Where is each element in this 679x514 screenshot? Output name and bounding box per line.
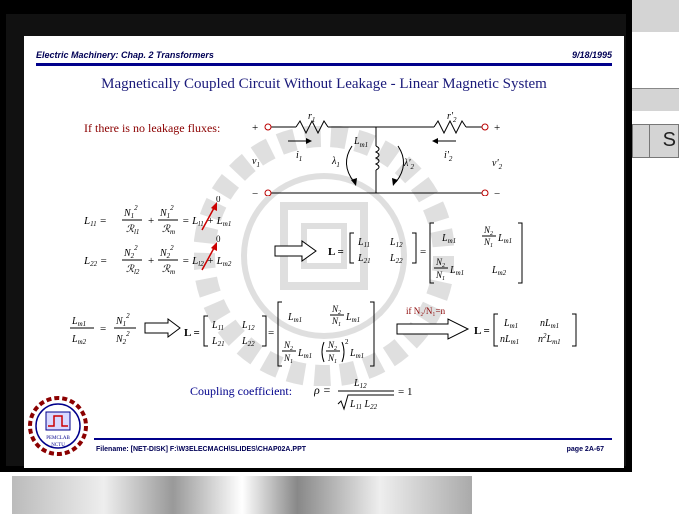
svg-text:L11 =: L11 = xyxy=(84,215,107,228)
date-header: 9/18/1995 xyxy=(571,50,612,60)
svg-text:= Ll1 + Lm1: = Ll1 + Lm1 xyxy=(182,215,232,228)
v2-label: $v'_2$ xyxy=(492,158,503,171)
background-tab-label: S xyxy=(662,129,676,151)
background-tab[interactable] xyxy=(632,124,679,158)
svg-text:Lm1: $L_{m1}$ xyxy=(450,265,465,277)
ratio-condition: if N₂/N₁=n xyxy=(406,306,446,316)
svg-text:Lm2: $L_{m2}$ xyxy=(72,334,87,346)
background-toolbar xyxy=(632,88,679,111)
svg-text:=: = xyxy=(268,327,275,339)
circuit-diagram xyxy=(244,106,514,196)
zero-label-top: 0 xyxy=(216,196,221,204)
slide-title: Magnetically Coupled Circuit Without Leakage - Linear Magnetic System xyxy=(101,76,547,92)
plus-left: + xyxy=(252,122,259,134)
header-rule xyxy=(36,63,612,66)
svg-text:nLm1: $nL_{m1}$ xyxy=(540,318,560,330)
svg-text:Lm1: $L_{m1}$ xyxy=(72,316,87,328)
mutual-ratio-equation xyxy=(70,310,150,350)
inductance-matrix-n xyxy=(474,310,584,350)
no-leakage-note: If there is no leakage fluxes: xyxy=(84,121,221,135)
pemclab-logo xyxy=(28,396,88,456)
svg-text:n2Lm1: $n^2L_{m1}$ xyxy=(538,332,561,346)
coupling-result: = 1 xyxy=(398,386,413,398)
plus-right: + xyxy=(494,122,501,134)
i1-label: $i_1$ xyxy=(296,150,303,163)
inductance-matrix xyxy=(328,221,528,285)
svg-text:=: = xyxy=(420,246,427,258)
svg-text:N12: $N_1^2$ xyxy=(124,204,138,220)
lambda2-label: $\lambda'_2$ xyxy=(404,158,414,171)
svg-text:N12: $N_1^2$ xyxy=(160,204,174,220)
svg-text:L =: L = xyxy=(328,246,344,258)
lambda1-label: $\lambda_1$ xyxy=(332,156,340,169)
svg-text:=: = xyxy=(100,323,107,335)
r2-label: $r'_2$ xyxy=(447,111,457,124)
svg-text:N1: $N_1$ xyxy=(436,270,446,282)
svg-text:ρ =: ρ = xyxy=(314,383,331,397)
implies-arrow-2 xyxy=(144,318,182,338)
svg-text:L =: L = xyxy=(474,325,490,337)
svg-text:L11: $L_{11}$ xyxy=(212,320,225,332)
svg-text:Lm1: $L_{m1}$ xyxy=(346,312,361,324)
svg-text:N2: $N_2$ xyxy=(328,340,338,352)
i2-label: $i'_2$ xyxy=(444,150,453,163)
svg-text:N1: $N_1$ xyxy=(484,237,494,249)
svg-text:nLm1: $nL_{m1}$ xyxy=(500,334,520,346)
footer-page: page 2A-67 xyxy=(566,446,604,453)
svg-text:N22: $N_2^2$ xyxy=(124,244,138,260)
slide[interactable] xyxy=(24,36,624,468)
svg-text:+: + xyxy=(148,255,155,267)
svg-text:L12: $L_{12}$ xyxy=(354,378,367,390)
svg-text:Lm1: $L_{m1}$ xyxy=(288,312,303,324)
svg-text:N1: $N_1$ xyxy=(328,353,338,365)
svg-text:Lm1: $L_{m1}$ xyxy=(498,233,513,245)
footer-rule xyxy=(94,438,612,440)
svg-text:ℛm: ℛ$_m$ xyxy=(162,224,176,236)
svg-text:N1: $N_1$ xyxy=(332,316,342,328)
background-window-right xyxy=(632,0,679,514)
background-tab-cell xyxy=(633,125,650,157)
background-window-titlebar xyxy=(632,0,679,32)
slide-window xyxy=(6,14,626,466)
svg-text:NCTU: NCTU xyxy=(51,443,65,448)
svg-text:N12: $N_1^2$ xyxy=(116,312,130,328)
svg-text:N1: $N_1$ xyxy=(284,353,294,365)
zero-label-bottom: 0 xyxy=(216,234,221,244)
svg-text:L21: $L_{21}$ xyxy=(358,253,371,265)
course-header: Electric Machinery: Chap. 2 Transformers xyxy=(36,50,214,60)
svg-text:Lm2: $L_{m2}$ xyxy=(492,265,507,277)
svg-text:Lm1: $L_{m1}$ xyxy=(350,348,365,360)
lm-label: $L_{m1}$ xyxy=(354,136,369,149)
svg-text:L22 =: L22 = xyxy=(84,255,108,268)
svg-text:ℛl1: ℛ$_{l1}$ xyxy=(126,224,140,236)
footer-filename: Filename: [NET-DISK] F:\W3ELECMACH\SLIDES\CHAP02A.PPT xyxy=(96,446,307,453)
svg-text:N22: $N_2^2$ xyxy=(160,244,174,260)
svg-text:Lm1: $L_{m1}$ xyxy=(504,318,519,330)
svg-text:L =: L = xyxy=(184,327,200,339)
minus-right: − xyxy=(494,188,501,196)
svg-text:N2: $N_2$ xyxy=(436,257,446,269)
svg-text:N2: $N_2$ xyxy=(484,225,494,237)
coupling-label: Coupling coefficient: xyxy=(190,384,293,398)
background-photo xyxy=(12,476,472,514)
svg-text:L22: $L_{22}$ xyxy=(390,253,403,265)
svg-text:L12: $L_{12}$ xyxy=(390,237,403,249)
svg-text:2: 2 xyxy=(345,338,349,346)
svg-text:L11: $L_{11}$ xyxy=(358,237,371,249)
svg-text:PEMCLAB: PEMCLAB xyxy=(46,436,70,441)
svg-text:ℛm: ℛ$_m$ xyxy=(162,264,176,276)
svg-text:N22: $N_2^2$ xyxy=(116,330,130,346)
svg-text:+: + xyxy=(148,215,155,227)
self-inductance-equations xyxy=(84,196,274,276)
implies-arrow-3 xyxy=(396,318,470,340)
implies-arrow-1 xyxy=(274,240,318,262)
svg-text:L11 L22: $L_{11}$ $L_{22}$ xyxy=(350,399,378,411)
svg-text:L21: $L_{21}$ xyxy=(212,336,225,348)
svg-text:N2: $N_2$ xyxy=(332,304,342,316)
coupling-equation xyxy=(314,374,434,414)
svg-text:ℛl2: ℛ$_{l2}$ xyxy=(126,264,140,276)
v1-label: $v_1$ xyxy=(252,156,260,169)
svg-text:L12: $L_{12}$ xyxy=(242,320,255,332)
svg-text:N2: $N_2$ xyxy=(284,340,294,352)
svg-text:Lm1: $L_{m1}$ xyxy=(298,348,313,360)
svg-text:Lm1: $L_{m1}$ xyxy=(442,233,457,245)
svg-text:= Ll2 + Lm2: = Ll2 + Lm2 xyxy=(182,255,232,268)
svg-text:L22: $L_{22}$ xyxy=(242,336,255,348)
r1-label: $r_1$ xyxy=(308,111,316,124)
inductance-matrix-expanded xyxy=(184,300,384,370)
minus-left: − xyxy=(252,188,259,196)
